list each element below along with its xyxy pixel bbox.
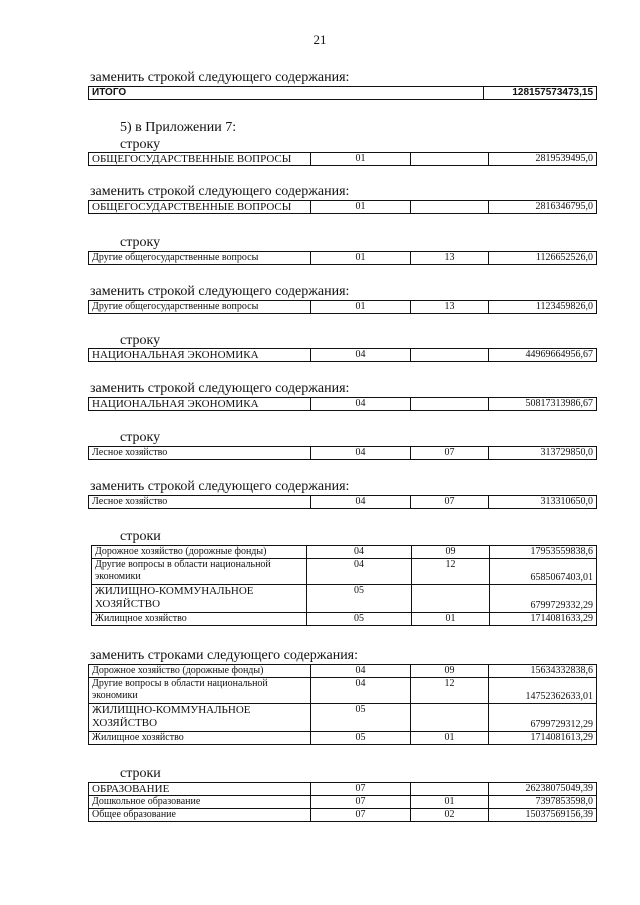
line-word: строку [120, 235, 161, 250]
table-row [88, 200, 597, 214]
row-name: Жилищное хозяйство [92, 613, 307, 626]
row-subsection: 01 [412, 613, 490, 626]
replace-instruction: заменить строкой следующего содержания: [90, 381, 350, 396]
row-subsection: 09 [412, 546, 490, 559]
row-section: 04 [311, 496, 411, 509]
row-amount: 7397853598,0 [489, 796, 597, 809]
row-name: ОБЩЕГОСУДАРСТВЕННЫЕ ВОПРОСЫ [89, 153, 311, 166]
row-amount: 50817313986,67 [489, 398, 597, 411]
total-name: ИТОГО [89, 87, 484, 100]
row-name: Дорожное хозяйство (дорожные фонды) [89, 665, 311, 678]
row-subsection: 02 [411, 809, 489, 822]
row-subsection: 12 [411, 678, 489, 704]
row-amount: 26238075049,39 [489, 783, 597, 796]
row-section: 04 [307, 546, 412, 559]
row-section: 05 [307, 585, 412, 613]
row-name: Лесное хозяйство [89, 496, 311, 509]
row-subsection: 07 [411, 496, 489, 509]
row-subsection: 01 [411, 732, 489, 745]
row-amount: 17953559838,6 [490, 546, 597, 559]
line-word: строку [120, 137, 161, 152]
lines-word: строки [120, 529, 161, 544]
row-subsection: 09 [411, 665, 489, 678]
replace-instruction: заменить строкой следующего содержания: [90, 70, 350, 85]
line-word: строку [120, 430, 161, 445]
row-subsection: 07 [411, 447, 489, 460]
row-subsection: 13 [411, 252, 489, 265]
row-name: Другие общегосударственные вопросы [89, 301, 311, 314]
total-amount: 128157573473,15 [484, 87, 597, 100]
row-name: Другие общегосударственные вопросы [89, 252, 311, 265]
row-amount: 2819539495,0 [489, 153, 597, 166]
replace-instruction: заменить строкой следующего содержания: [90, 284, 350, 299]
row-section: 04 [311, 447, 411, 460]
row-name: ОБЩЕГОСУДАРСТВЕННЫЕ ВОПРОСЫ [89, 201, 311, 214]
row-name: Дорожное хозяйство (дорожные фонды) [92, 546, 307, 559]
row-name: Дошкольное образование [89, 796, 311, 809]
row-name: Другие вопросы в области национальной экономики [92, 559, 307, 585]
total-row [88, 86, 597, 100]
row-section: 01 [311, 252, 411, 265]
section-heading: 5) в Приложении 7: [120, 120, 237, 135]
row-subsection: 01 [411, 796, 489, 809]
row-subsection [411, 783, 489, 796]
row-section: 01 [311, 201, 411, 214]
row-name: ОБРАЗОВАНИЕ [89, 783, 311, 796]
row-section: 04 [311, 349, 411, 362]
row-subsection [411, 201, 489, 214]
row-section: 05 [311, 704, 411, 732]
row-amount: 6799729332,29 [490, 585, 597, 613]
row-section: 04 [311, 398, 411, 411]
table-row [88, 495, 597, 509]
row-subsection: 13 [411, 301, 489, 314]
row-section: 05 [307, 613, 412, 626]
row-subsection [411, 153, 489, 166]
row-section: 07 [311, 809, 411, 822]
replace-instruction: заменить строкой следующего содержания: [90, 479, 350, 494]
multi-row-table-new [88, 664, 597, 745]
row-name: Другие вопросы в области национальной экономики [89, 678, 311, 704]
row-amount: 6585067403,01 [490, 559, 597, 585]
row-section: 07 [311, 796, 411, 809]
row-amount: 1126652526,0 [489, 252, 597, 265]
row-section: 01 [311, 153, 411, 166]
row-name: ЖИЛИЩНО-КОММУНАЛЬНОЕ ХОЗЯЙСТВО [92, 585, 307, 613]
row-name: ЖИЛИЩНО-КОММУНАЛЬНОЕ ХОЗЯЙСТВО [89, 704, 311, 732]
row-subsection [412, 585, 490, 613]
table-row [88, 446, 597, 460]
replace-instruction-plural: заменить строками следующего содержания: [90, 648, 359, 663]
row-section: 05 [311, 732, 411, 745]
row-section: 04 [311, 665, 411, 678]
row-name: Жилищное хозяйство [89, 732, 311, 745]
row-section: 04 [307, 559, 412, 585]
row-subsection [411, 349, 489, 362]
table-row [88, 397, 597, 411]
row-name: НАЦИОНАЛЬНАЯ ЭКОНОМИКА [89, 398, 311, 411]
table-row [88, 300, 597, 314]
row-subsection [411, 398, 489, 411]
row-amount: 6799729312,29 [489, 704, 597, 732]
row-amount: 313310650,0 [489, 496, 597, 509]
row-subsection: 12 [412, 559, 490, 585]
row-section: 07 [311, 783, 411, 796]
row-name: Общее образование [89, 809, 311, 822]
lines-word: строки [120, 766, 161, 781]
row-amount: 2816346795,0 [489, 201, 597, 214]
row-amount: 1714081613,29 [489, 732, 597, 745]
row-subsection [411, 704, 489, 732]
row-amount: 15037569156,39 [489, 809, 597, 822]
row-amount: 15634332838,6 [489, 665, 597, 678]
table-row [88, 348, 597, 362]
row-amount: 1714081633,29 [490, 613, 597, 626]
line-word: строку [120, 333, 161, 348]
table-row [88, 152, 597, 166]
table-row [88, 251, 597, 265]
row-section: 01 [311, 301, 411, 314]
row-amount: 14752362633,01 [489, 678, 597, 704]
row-amount: 313729850,0 [489, 447, 597, 460]
row-name: Лесное хозяйство [89, 447, 311, 460]
multi-row-table-old [91, 545, 597, 626]
replace-instruction: заменить строкой следующего содержания: [90, 184, 350, 199]
row-amount: 1123459826,0 [489, 301, 597, 314]
page-number: 21 [313, 32, 327, 47]
multi-row-table-education [88, 782, 597, 822]
row-section: 04 [311, 678, 411, 704]
row-amount: 44969664956,67 [489, 349, 597, 362]
row-name: НАЦИОНАЛЬНАЯ ЭКОНОМИКА [89, 349, 311, 362]
